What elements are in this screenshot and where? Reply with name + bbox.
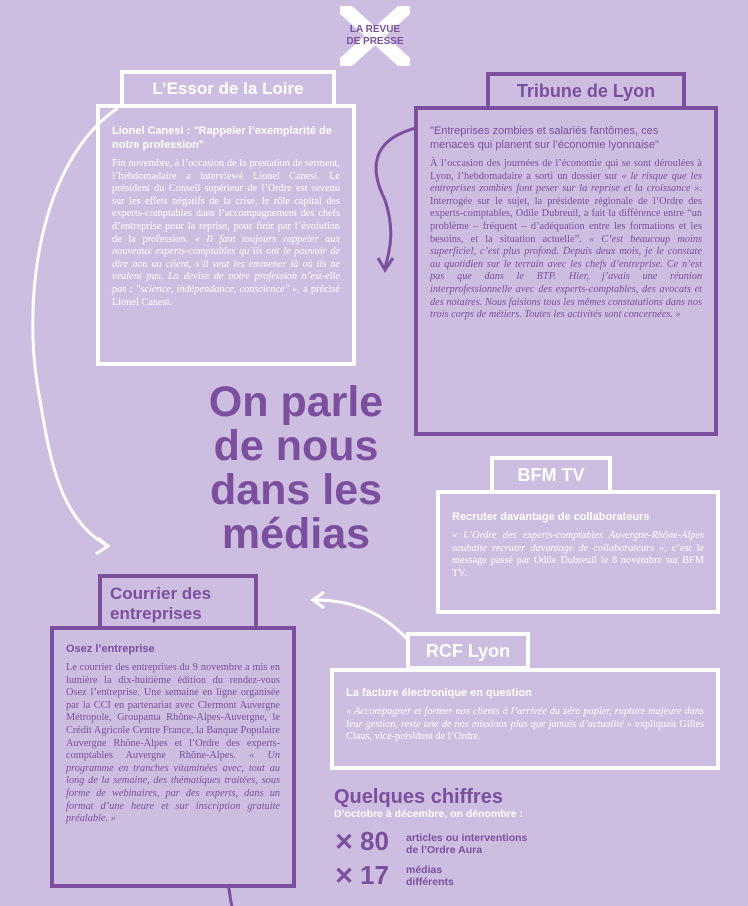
tribune-article-box — [414, 106, 718, 436]
stat-item-articles — [334, 828, 574, 858]
stat-label: médias différents — [406, 864, 454, 888]
rcf-body: « Accompagner et former nos clients à l’arrivée du zéro papier, rupture majeure dans leur gestion, reste une de nos missions plus que jamais d’actualité » expliquait Gilles Claus, vice-président de l’Ordre. — [346, 706, 704, 743]
rcf-heading: La facture électronique en question — [346, 687, 532, 699]
rcf-source-tag: RCF Lyon — [406, 632, 530, 670]
bfm-heading: Recruter davantage de collaborateurs — [452, 511, 650, 523]
stat-label: articles ou interventions de l’Ordre Aura — [406, 832, 528, 856]
courrier-body: Le courrier des entreprises du 9 novembre a mis en lumière la dix-huitième édition du rendez-vous Osez l’entreprise. Une semaine en ligne organisée par la CCI en partenariat avec Clermont Auvergne Métropole, Groupama Rhône-Alpes-Auvergne, le Crédit Agricole Centre France, la Banque Populaire Auvergne Rhône-Alpes et l’Ordre des experts-comptables Auvergne Rhône-Alpes. « Un programme en tranches vitaminées avec, tout au long de la semaine, des thématiques traitées, sous forme de webinaires, par des experts, dans un format d’une heure et sur inscription gratuite préalable. » — [66, 662, 280, 825]
stat-number: 17 — [360, 860, 389, 890]
essor-heading: Lionel Canesi : "Rappeler l’exemplarité de notre profession" — [112, 125, 332, 151]
courrier-heading: Osez l’entreprise — [66, 643, 155, 655]
tribune-heading: "Entreprises zombies et salariés fantômes, ces menaces qui planent sur l’économie lyonnaise" — [430, 125, 659, 151]
page-title: On parle de nous dans les médias — [208, 378, 384, 558]
courrier-article-box — [50, 626, 296, 888]
bfm-body: « L’Ordre des experts-comptables Auvergne-Rhône-Alpes souhaite recruter davantage de collaborateurs », c’est le message passé par Odile Dubreuil le 8 novembre sur BFM TV. — [452, 530, 704, 579]
rcf-article-box — [330, 668, 720, 770]
stat-item-media — [334, 862, 574, 892]
essor-source-tag: L’Essor de la Loire — [120, 70, 336, 108]
essor-article-box — [96, 104, 356, 366]
tribune-source-tag: Tribune de Lyon — [486, 72, 686, 110]
bfm-source-tag: BFM TV — [490, 456, 612, 494]
press-review-label: LA REVUE DE PRESSE — [346, 24, 404, 47]
cross-icon: ✕ — [334, 829, 355, 856]
cross-icon: ✕ — [334, 863, 355, 890]
stat-number: 80 — [360, 826, 389, 856]
stats-subtitle: D’octobre à décembre, on dénombre : — [334, 808, 524, 820]
bfm-article-box — [436, 490, 720, 614]
essor-body: Fin novembre, à l’occasion de la prestation de serment, l’hebdomadaire a interviewé Lionel Canesi. Le président du Conseil supérieur de l’Ordre est revenu sur les effets négatifs de la crise, le rôle capital des experts-comptables dans l’accompagnement des chefs d’entreprise pour la reprise, pour finir par l’évolution de la profession. « Il faut toujours rappeler aux nouveaux experts-comptables qu’ils ont le pouvoir de dire non au client, s’il veut les emmener là où ils ne veulent pas. La devise de notre profession n’est-elle pas : "science, indépendance, conscience" », a précisé Lionel Canesi. — [112, 158, 340, 308]
courrier-source-tag: Courrier des entreprises — [98, 574, 258, 630]
tribune-body: À l’occasion des journées de l’économie qui se sont déroulées à Lyon, l’hebdomadaire a sorti un dossier sur « le risque que les entreprises zombies font peser sur la reprise et la croissance ». Interrogée sur le sujet, la présidente régionale de l’Ordre des experts-comptables, Odile Dubreuil, a fait la différence entre “un problème – fréquent – d’adéquation entre les formations et les besoins, et la situation actuelle”. « C’est beaucoup moins superficiel, c’est plus profond. Depuis deux mois, je le constate au quotidien sur le terrain avec les chefs d’entreprise. Ce n’est pas que dans le BTP. Hier, j’avais une réunion interprofessionnelle avec des experts-comptables, des avocats et des notaires. Nous faisions tous les mêmes constatations dans nos trois corps de métiers. Toutes les activités sont concernées. » — [430, 158, 702, 321]
stats-title: Quelques chiffres — [334, 786, 503, 808]
